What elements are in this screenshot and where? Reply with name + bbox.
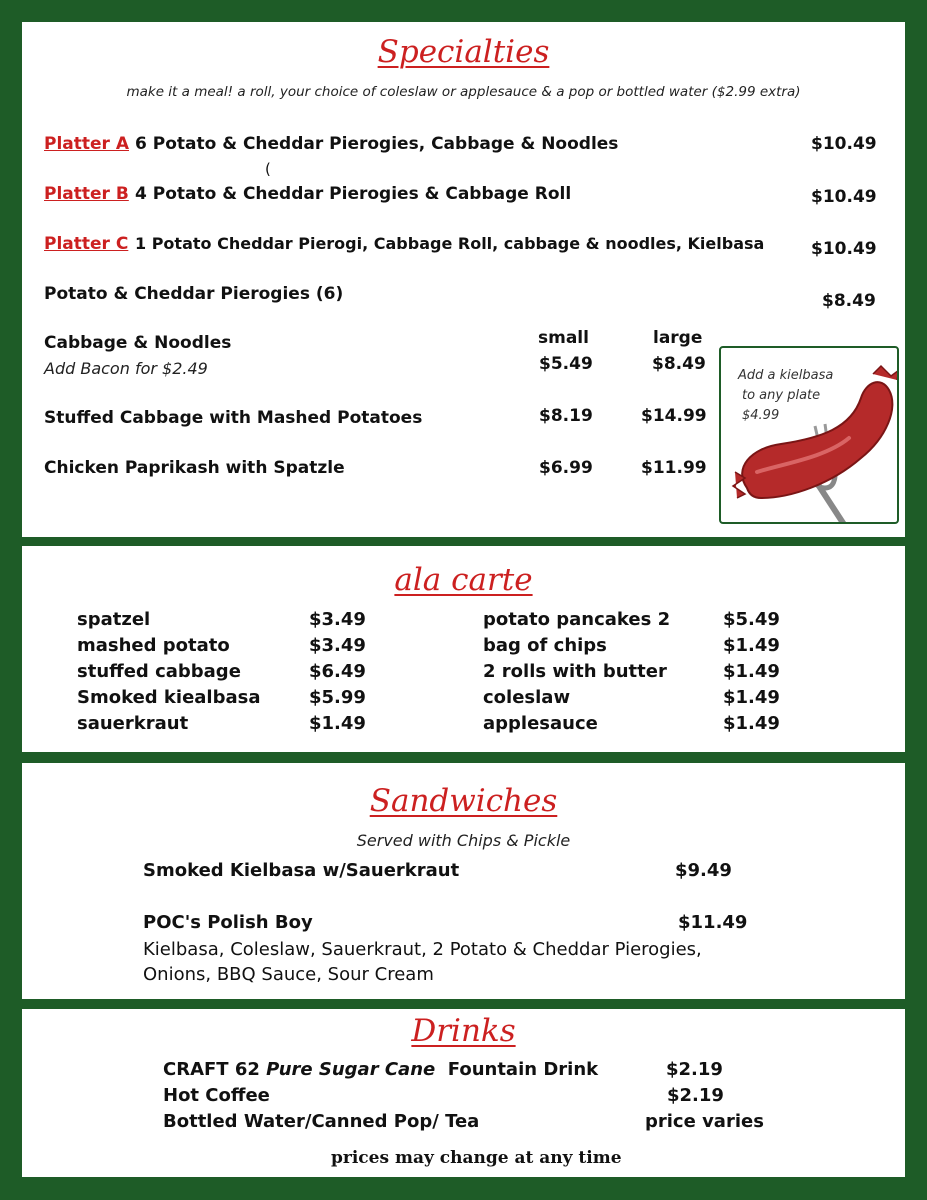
platter-a-price: $10.49 bbox=[811, 134, 877, 154]
size-header-small: small bbox=[538, 328, 589, 348]
kielbasa-addon-box bbox=[719, 346, 899, 524]
alacarte-right-item: coleslaw bbox=[483, 687, 571, 708]
platter-c-label: Platter C bbox=[44, 234, 129, 254]
sandwiches-panel bbox=[22, 763, 905, 999]
alacarte-left-item: stuffed cabbage bbox=[77, 661, 241, 682]
cabbage-noodles-note: Add Bacon for $2.49 bbox=[44, 359, 208, 378]
drinks-title: Drinks bbox=[411, 1013, 516, 1049]
alacarte-left-price: $1.49 bbox=[309, 713, 366, 734]
stuffed-cabbage-large: $14.99 bbox=[641, 406, 707, 426]
alacarte-left-item: sauerkraut bbox=[77, 713, 189, 734]
platter-b-label: Platter B bbox=[44, 184, 129, 204]
alacarte-right-price: $1.49 bbox=[723, 687, 780, 708]
platter-c-price: $10.49 bbox=[811, 239, 877, 259]
specialties-panel bbox=[22, 22, 905, 537]
specialties-subtitle: make it a meal! a roll, your choice of coleslaw or applesauce & a pop or bottled water ($2.99 extra) bbox=[126, 84, 801, 100]
drink-item-name: CRAFT 62 Pure Sugar Cane Fountain Drink bbox=[163, 1059, 599, 1080]
sandwich-item-price: $11.49 bbox=[678, 912, 748, 933]
kielbasa-addon-line1: Add a kielbasa bbox=[738, 368, 834, 383]
drink-item-name: Hot Coffee bbox=[163, 1085, 270, 1106]
alacarte-left-item: Smoked kiealbasa bbox=[77, 687, 261, 708]
alacarte-right-price: $1.49 bbox=[723, 661, 780, 682]
alacarte-right-price: $1.49 bbox=[723, 713, 780, 734]
sandwich-item-desc: Onions, BBQ Sauce, Sour Cream bbox=[143, 964, 434, 985]
alacarte-panel bbox=[22, 546, 905, 752]
alacarte-right-item: bag of chips bbox=[483, 635, 607, 656]
cabbage-noodles-small: $5.49 bbox=[539, 354, 593, 374]
sandwiches-subtitle: Served with Chips & Pickle bbox=[356, 831, 571, 850]
stuffed-cabbage-name: Stuffed Cabbage with Mashed Potatoes bbox=[44, 408, 423, 428]
cabbage-noodles-large: $8.49 bbox=[652, 354, 706, 374]
sandwich-item-price: $9.49 bbox=[675, 860, 732, 881]
drink-item-price: $2.19 bbox=[666, 1059, 723, 1080]
size-header-large: large bbox=[653, 328, 703, 348]
drink-item-name: Bottled Water/Canned Pop/ Tea bbox=[163, 1111, 480, 1132]
alacarte-title: ala carte bbox=[394, 562, 533, 598]
alacarte-left-price: $3.49 bbox=[309, 635, 366, 656]
alacarte-left-price: $5.99 bbox=[309, 687, 366, 708]
sandwich-item-desc: Kielbasa, Coleslaw, Sauerkraut, 2 Potato & Cheddar Pierogies, bbox=[143, 939, 702, 960]
platter-b-price: $10.49 bbox=[811, 187, 877, 207]
cabbage-noodles-name: Cabbage & Noodles bbox=[44, 333, 232, 353]
alacarte-right-item: applesauce bbox=[483, 713, 598, 734]
paprikash-large: $11.99 bbox=[641, 458, 707, 478]
alacarte-right-item: 2 rolls with butter bbox=[483, 661, 667, 682]
paprikash-name: Chicken Paprikash with Spatzle bbox=[44, 458, 345, 478]
alacarte-right-price: $1.49 bbox=[723, 635, 780, 656]
sandwich-item-name: Smoked Kielbasa w/Sauerkraut bbox=[143, 860, 460, 881]
alacarte-left-item: mashed potato bbox=[77, 635, 230, 656]
platter-b-desc: 4 Potato & Cheddar Pierogies & Cabbage Roll bbox=[135, 184, 572, 204]
drink-item-price: $2.19 bbox=[667, 1085, 724, 1106]
stuffed-cabbage-small: $8.19 bbox=[539, 406, 593, 426]
drinks-panel bbox=[22, 1009, 905, 1177]
platter-a-desc: 6 Potato & Cheddar Pierogies, Cabbage & Noodles bbox=[135, 134, 619, 154]
drink-item-price: price varies bbox=[645, 1111, 764, 1132]
alacarte-left-item: spatzel bbox=[77, 609, 151, 630]
pierogies-name: Potato & Cheddar Pierogies (6) bbox=[44, 284, 344, 304]
alacarte-right-item: potato pancakes 2 bbox=[483, 609, 671, 630]
platter-c-desc: 1 Potato Cheddar Pierogi, Cabbage Roll, cabbage & noodles, Kielbasa bbox=[135, 234, 765, 253]
alacarte-left-price: $6.49 bbox=[309, 661, 366, 682]
kielbasa-addon-line2: to any plate bbox=[742, 388, 821, 403]
alacarte-right-price: $5.49 bbox=[723, 609, 780, 630]
platter-a-label: Platter A bbox=[44, 134, 129, 154]
kielbasa-addon-price: $4.99 bbox=[742, 408, 780, 423]
specialties-title: Specialties bbox=[377, 34, 550, 70]
paprikash-small: $6.99 bbox=[539, 458, 593, 478]
sandwich-item-name: POC's Polish Boy bbox=[143, 912, 313, 933]
stray-paren: ( bbox=[265, 160, 271, 178]
sandwiches-title: Sandwiches bbox=[369, 783, 558, 819]
alacarte-left-price: $3.49 bbox=[309, 609, 366, 630]
pierogies-price: $8.49 bbox=[822, 291, 876, 311]
price-disclaimer: prices may change at any time bbox=[331, 1148, 622, 1168]
